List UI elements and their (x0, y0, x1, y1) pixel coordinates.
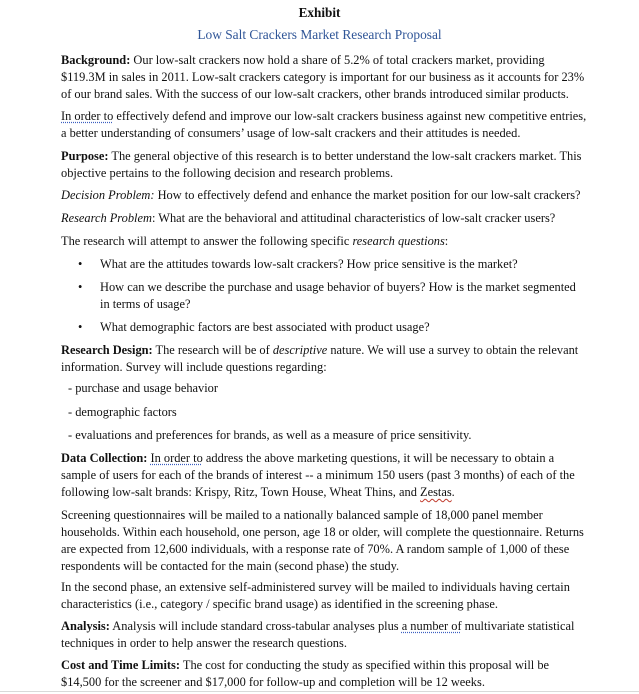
purpose-line-2: objective pertains to the following decision and research problems. (61, 166, 394, 180)
second-phase-line-2: characteristics (i.e., category / specific brand usage) as identified in the screening phase. (61, 597, 498, 611)
background-paragraph (61, 52, 585, 103)
background-label: Background: (61, 53, 131, 67)
bullet-icon: • (78, 280, 83, 294)
background-line-3: of our brand sales. With the success of our low-salt crackers, other brands introduced similar products. (61, 87, 569, 101)
cost-line-2: $14,500 for the screener and $17,000 for follow-up and completion will be 12 weeks. (61, 675, 485, 689)
analysis-paragraph (61, 618, 581, 652)
purpose-line-1: The general objective of this research is to better understand the low-salt crackers market. This (108, 149, 582, 163)
analysis-line-1b: multivariate statistical (461, 619, 575, 633)
intro-paragraph (61, 108, 587, 142)
bullet-icon: • (78, 320, 83, 334)
research-questions-intro (61, 233, 581, 250)
collection-line-1: address the above marketing questions, it will be necessary to obtain a (202, 451, 555, 465)
research-problem-label: Research Problem (61, 211, 152, 225)
research-problem-text: : What are the behavioral and attitudinal characteristics of low-salt cracker users? (151, 211, 556, 225)
screening-line-3: are expected from 12,600 individuals, with a response rate of 70%. A random sample of 1,000 of these (61, 542, 570, 556)
design-emphasis: descriptive (272, 343, 328, 357)
analysis-line-2: techniques in order to help answer the research questions. (61, 636, 347, 650)
proposal-title: Low Salt Crackers Market Research Proposal (197, 27, 442, 42)
question-1: What are the attitudes towards low-salt crackers? How price sensitive is the market? (100, 257, 518, 271)
purpose-label: Purpose: (61, 149, 109, 163)
research-problem (61, 210, 581, 227)
zestas-misspelled: Zestas (420, 485, 452, 499)
design-line-2: information. Survey will include questions regarding: (61, 360, 327, 374)
in-order-to-marked: In order to (61, 109, 114, 123)
second-phase-paragraph (61, 579, 581, 613)
design-item-1: - purchase and usage behavior (68, 381, 219, 395)
data-collection-label: Data Collection: (61, 451, 148, 465)
decision-problem-text: How to effectively defend and enhance the market position for our low-salt crackers? (154, 188, 581, 202)
data-collection-paragraph (61, 450, 581, 501)
purpose-paragraph (61, 148, 581, 182)
exhibit-heading: Exhibit (298, 5, 341, 20)
analysis-label: Analysis: (61, 619, 110, 633)
design-line-1a: The research will be of (152, 343, 273, 357)
cost-line-1: The cost for conducting the study as specified within this proposal will be (180, 658, 550, 672)
intro-line-2: a better understanding of consumers’ usage of low-salt crackers and their attitudes is needed. (61, 126, 521, 140)
cost-label: Cost and Time Limits: (61, 658, 180, 672)
research-design-paragraph (61, 342, 581, 376)
questions-intro-emphasis: research questions (352, 234, 445, 248)
background-line-2: $119.3M in sales in 2011. Low-salt crackers category is important for our business as it accounts for 23% (61, 70, 585, 84)
second-phase-line-1: In the second phase, an extensive self-administered survey will be mailed to individuals having certain (61, 580, 570, 594)
in-order-to-marked-2: In order to (150, 451, 203, 465)
collection-line-3: following low-salt brands: Krispy, Ritz, Town House, Wheat Thins, and (61, 485, 420, 499)
decision-problem-label: Decision Problem: (61, 188, 155, 202)
collection-line-3-end: . (451, 485, 455, 499)
background-line-1: Our low-salt crackers now hold a share of 5.2% of total crackers market, providing (130, 53, 545, 67)
questions-intro-text: The research will attempt to answer the following specific (61, 234, 353, 248)
question-3: What demographic factors are best associated with product usage? (100, 320, 430, 334)
analysis-line-1a: Analysis will include standard cross-tabular analyses plus (109, 619, 402, 633)
design-line-1b: nature. We will use a survey to obtain the relevant (327, 343, 579, 357)
decision-problem (61, 187, 581, 204)
questions-intro-end: : (444, 234, 449, 248)
collection-line-2: sample of users for each of the brands of interest -- a minimum 150 users (past 3 months) of each of the (61, 468, 575, 482)
a-number-of-marked: a number of (401, 619, 462, 633)
question-2-line-2: in terms of usage? (100, 297, 191, 311)
design-item-2: - demographic factors (68, 405, 177, 419)
research-design-label: Research Design: (61, 343, 153, 357)
page-bottom-divider (0, 691, 639, 692)
intro-line-1: effectively defend and improve our low-salt crackers business against new competitive entries, (113, 109, 587, 123)
bullet-icon: • (78, 257, 83, 271)
design-item-3: - evaluations and preferences for brands, as well as a measure of price sensitivity. (68, 428, 472, 442)
question-2-line-1: How can we describe the purchase and usage behavior of buyers? How is the market segmented (100, 280, 576, 294)
screening-line-2: households. Within each household, one person, age 18 or older, will complete the questionnaire. Returns (61, 525, 584, 539)
screening-paragraph (61, 507, 584, 575)
screening-line-4: respondents will be contacted for the main (second phase) the study. (61, 559, 400, 573)
cost-paragraph (61, 657, 581, 691)
screening-line-1: Screening questionnaires will be mailed to a nationally balanced sample of 18,000 panel member (61, 508, 543, 522)
